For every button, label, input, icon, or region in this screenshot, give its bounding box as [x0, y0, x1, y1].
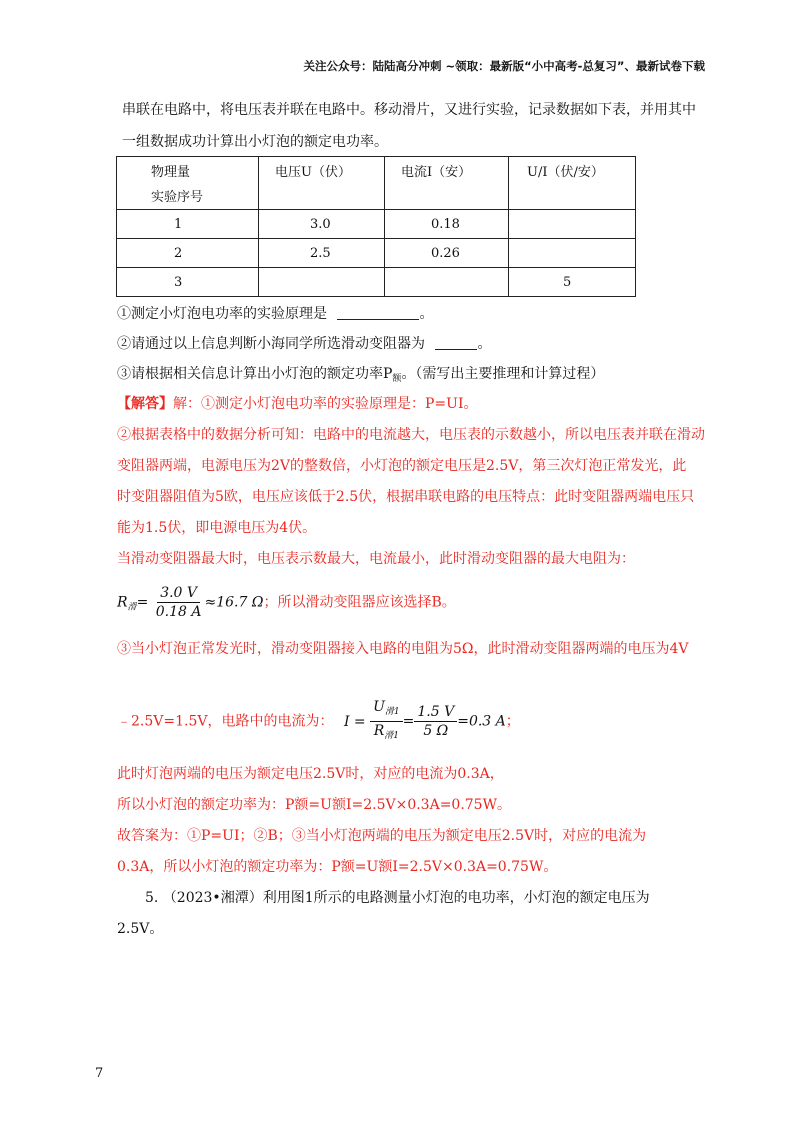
question-2 — [117, 333, 491, 353]
intro-line-1: 串联在电路中，将电压表并联在电路中。移动滑片，又进行实验，记录数据如下表，并用其中 — [122, 102, 696, 118]
next-problem-line-1: 5. （2023•湘潭）利用图1所示的电路测量小灯泡的电功率，小灯泡的额定电压为 — [145, 890, 650, 906]
fraction-numerator: 1.5 V — [414, 703, 457, 722]
formula-2: ﹣2.5V=1.5V，电路中的电流为： I = $\frac{U_{滑1}}{R_{滑1}}$ = $\frac{1.5 V}{5 \Omega}$ =0.3 A； — [117, 698, 520, 745]
next-problem-line-2: 2.5V。 — [117, 921, 164, 937]
answer-line-8: ③当小灯泡正常发光时，滑动变阻器接入电路的电阻为5Ω，此时滑动变阻器两端的电压为4V — [117, 641, 689, 657]
table-cell: 2 — [117, 239, 259, 268]
question-text: ③请根据相关信息计算出小灯泡的额定功率P — [117, 366, 393, 382]
answer-label: 【解答】 — [117, 396, 173, 412]
formula-fraction — [370, 698, 403, 745]
formula-note: ；所以滑动变阻器应该选择B。 — [263, 594, 456, 611]
table-header-row — [117, 157, 636, 210]
header-label: 物理量 — [151, 165, 191, 180]
formula-result: ≈16.7 Ω — [204, 594, 264, 611]
subscript: 额 — [392, 374, 402, 384]
header-cell-current: 电流I（安） — [385, 157, 509, 210]
question-text: 。（需写出主要推理和计算过程） — [401, 366, 605, 382]
fraction-denominator: R — [373, 723, 385, 739]
table-cell: 0.18 — [385, 210, 509, 239]
fraction-denominator: 5 Ω — [423, 723, 449, 739]
table-cell: 5 — [509, 268, 636, 297]
fraction-numerator: U — [373, 699, 385, 715]
table-cell — [509, 239, 636, 268]
table-cell: 0.26 — [385, 239, 509, 268]
header-label: 实验序号 — [151, 190, 204, 205]
table-cell: 3.0 — [259, 210, 385, 239]
table-cell: 2.5 — [259, 239, 385, 268]
answer-blank — [337, 305, 419, 320]
formula-fraction — [153, 584, 205, 621]
formula-symbol: I = — [343, 713, 366, 730]
answer-line-10: 此时灯泡两端的电压为额定电压2.5V时，对应的电流为0.3A， — [117, 766, 504, 782]
formula-subscript: 滑1 — [384, 707, 400, 717]
answer-line-4: 时变阻器阻值为5欧，电压应该低于2.5伏，根据串联电路的电压特点：此时变阻器两端电压只 — [117, 489, 695, 505]
table-row — [117, 239, 636, 268]
formula-1: $R_滑=$ $\frac{3.0 V}{0.18 A}$ ≈16.7 Ω；所以滑动变阻器应该选择B。 — [117, 585, 456, 620]
formula-symbol: R — [117, 594, 128, 611]
header-cell-voltage: 电压U（伏） — [259, 157, 385, 210]
table-cell — [385, 268, 509, 297]
table-cell: 3 — [117, 268, 259, 297]
answer-line-2: ②根据表格中的数据分析可知：电路中的电流越大，电压表的示数越小，所以电压表并联在滑动 — [117, 427, 705, 443]
answer-text: ﹣2.5V=1.5V，电路中的电流为： — [117, 713, 334, 730]
question-3 — [117, 363, 604, 384]
fraction-numerator: 3.0 V — [157, 584, 200, 603]
question-text: ①测定小灯泡电功率的实验原理是 — [117, 306, 327, 322]
table-cell — [259, 268, 385, 297]
header-cell-ratio: U/I（伏/安） — [509, 157, 636, 210]
question-end: 。 — [419, 306, 434, 322]
header-cell-quantity — [117, 157, 259, 210]
page-number: 7 — [95, 1066, 104, 1081]
formula-subscript: 滑1 — [384, 731, 400, 741]
formula-end: ； — [505, 713, 520, 730]
formula-fraction — [414, 703, 457, 740]
answer-line-13: 0.3A，所以小灯泡的额定功率为：P额=U额I=2.5V×0.3A=0.75W。 — [117, 859, 558, 875]
answer-line-11: 所以小灯泡的额定功率为：P额=U额I=2.5V×0.3A=0.75W。 — [117, 797, 511, 813]
table-cell: 1 — [117, 210, 259, 239]
question-text: ②请通过以上信息判断小海同学所选滑动变阻器为 — [117, 336, 425, 352]
answer-line-1 — [117, 393, 477, 413]
page-header: 关注公众号：陆陆高分冲刺 ~领取：最新版“小中高考-总复习”、最新试卷下载 — [303, 59, 705, 73]
formula-result: =0.3 A — [457, 713, 506, 730]
data-table — [116, 156, 636, 297]
intro-line-2: 一组数据成功计算出小灯泡的额定电功率。 — [122, 134, 388, 150]
answer-line-3: 变阻器两端，电源电压为2V的整数倍，小灯泡的额定电压是2.5V，第三次灯泡正常发光，此 — [117, 458, 687, 474]
fraction-denominator: 0.18 A — [155, 604, 202, 620]
answer-line-5: 能为1.5伏，即电源电压为4伏。 — [117, 520, 317, 536]
question-end: 。 — [477, 336, 492, 352]
table-cell — [509, 210, 636, 239]
answer-line-6: 当滑动变阻器最大时，电压表示数最大，电流最小，此时滑动变阻器的最大电阻为： — [117, 551, 635, 567]
table-row — [117, 210, 636, 239]
answer-line-12: 故答案为：①P=UI；②B；③当小灯泡两端的电压为额定电压2.5V时，对应的电流为 — [117, 828, 647, 844]
answer-text: 解：①测定小灯泡电功率的实验原理是：P=UI。 — [173, 396, 478, 412]
formula-subscript: 滑 — [127, 602, 137, 613]
table-row — [117, 268, 636, 297]
question-1 — [117, 303, 433, 323]
answer-blank — [435, 335, 477, 350]
